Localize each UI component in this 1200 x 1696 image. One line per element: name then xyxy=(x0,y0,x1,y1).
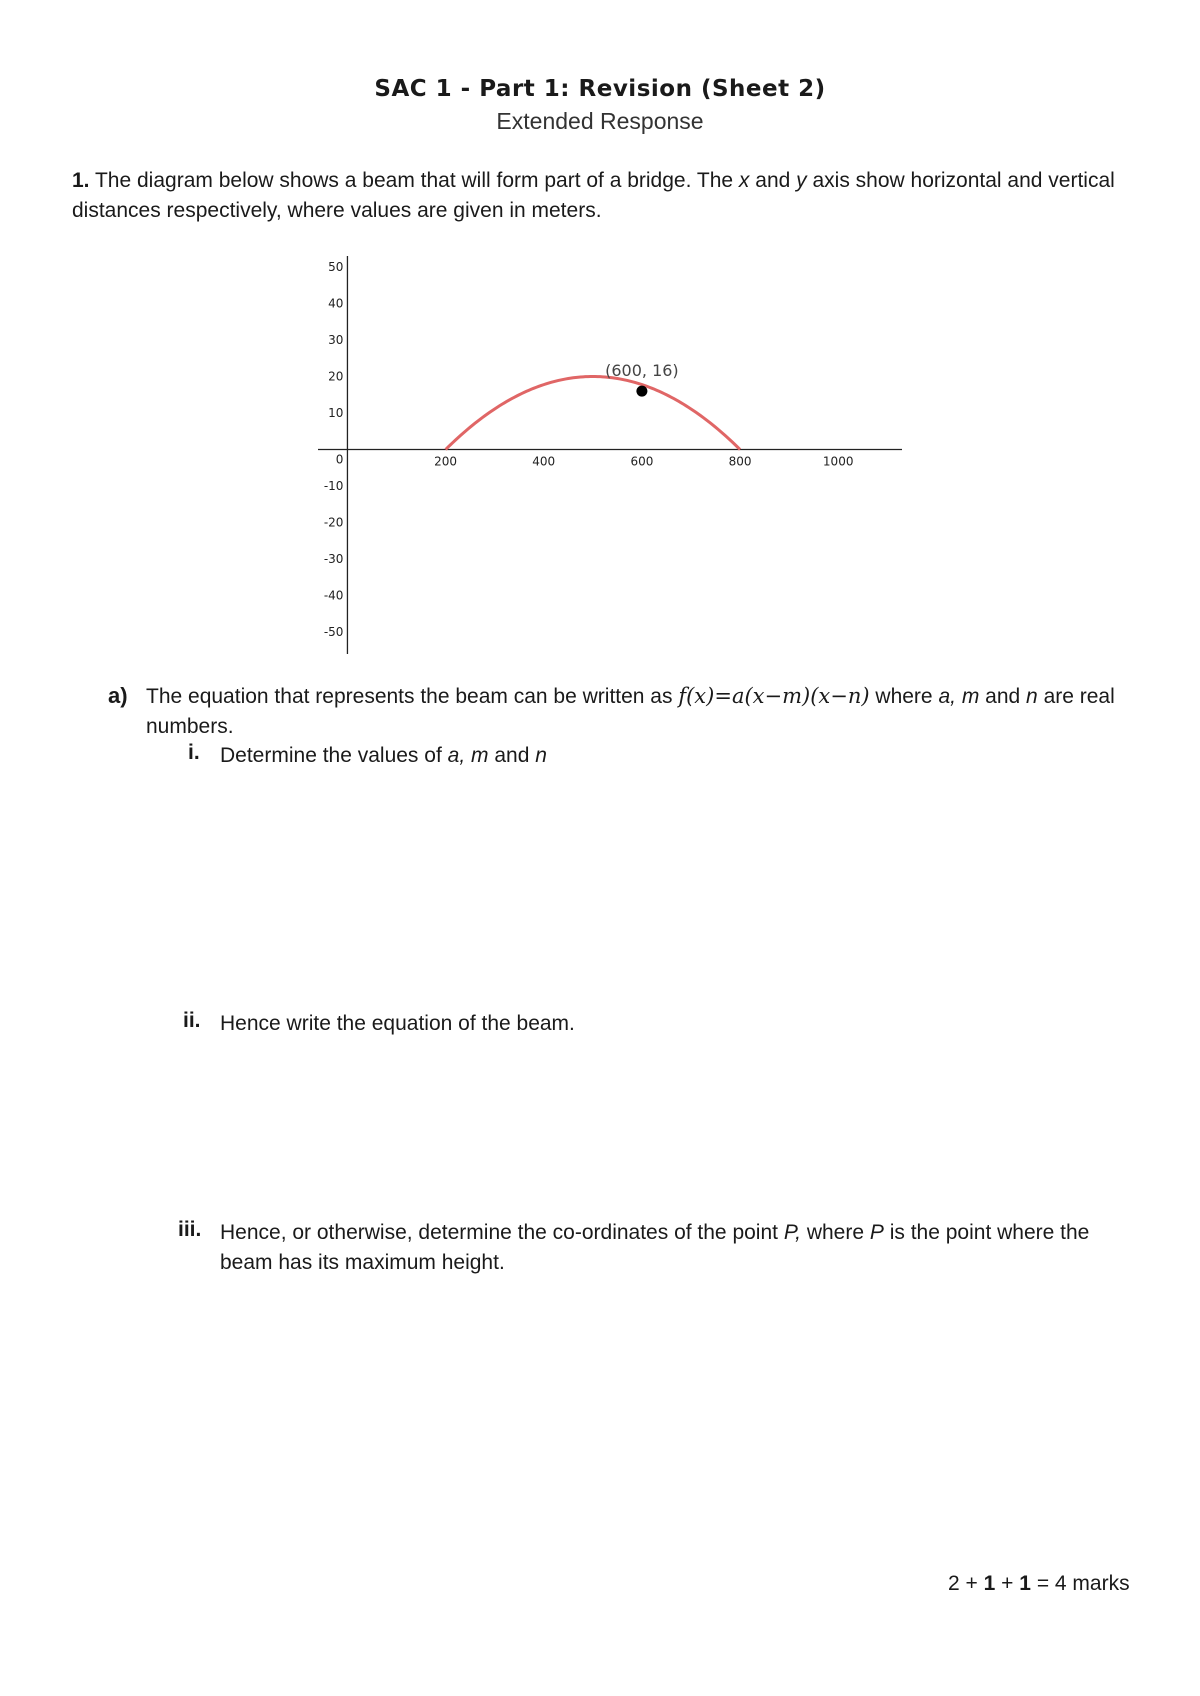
var-n: n xyxy=(1026,685,1038,708)
marked-point-label: (600, 16) xyxy=(605,361,679,381)
mark-2: 1 xyxy=(983,1572,996,1595)
sub-iii-text3: is the point where the beam has its maximum height. xyxy=(220,1221,1090,1274)
beam-chart xyxy=(310,250,910,660)
page-subtitle: Extended Response xyxy=(496,108,704,134)
point-p: P xyxy=(869,1221,884,1244)
and-word: and xyxy=(494,744,530,767)
and-word: and xyxy=(985,685,1021,708)
y-tick-label: -40 xyxy=(323,588,344,603)
marks-total xyxy=(948,1572,1130,1596)
part-a-label: a) xyxy=(108,683,128,708)
plus-sign: + xyxy=(1001,1572,1014,1595)
x-tick-label: 800 xyxy=(728,454,752,469)
sub-iii-text xyxy=(220,1218,1140,1278)
marked-point xyxy=(636,386,647,397)
y-tick-label: 10 xyxy=(328,406,344,421)
y-tick-label: -50 xyxy=(323,625,344,640)
point-p: P, xyxy=(783,1221,801,1244)
y-tick-label: 0 xyxy=(335,452,344,467)
sub-i-text xyxy=(220,741,547,771)
part-a-text3: are real numbers. xyxy=(146,685,1115,738)
question-1-intro xyxy=(72,166,1132,226)
beam-equation: f(x)=a(x−m)(x−n) xyxy=(678,684,870,708)
y-tick-label: 20 xyxy=(328,369,344,384)
sub-i-label: i. xyxy=(188,741,200,764)
sub-ii-label: ii. xyxy=(183,1009,201,1032)
var-m: m xyxy=(471,744,489,767)
sub-iii-text1: Hence, or otherwise, determine the co-ordinates of the point xyxy=(220,1221,778,1244)
y-tick-label: 40 xyxy=(328,296,344,311)
part-a-text1: The equation that represents the beam can be written as xyxy=(146,685,673,708)
sub-i-text-main: Determine the values of xyxy=(220,744,442,767)
var-a: a, xyxy=(447,744,466,767)
y-tick-label: -20 xyxy=(323,515,344,530)
plus-sign: + xyxy=(965,1572,978,1595)
y-tick-label: -10 xyxy=(323,479,344,494)
beam-curve xyxy=(446,377,740,450)
part-a xyxy=(108,681,1138,742)
part-a-text2: where xyxy=(875,685,933,708)
var-a: a, xyxy=(938,685,956,708)
var-n: n xyxy=(535,744,547,767)
and-word: and xyxy=(755,169,791,192)
var-m: m xyxy=(961,685,980,708)
question-text-a: The diagram below shows a beam that will form part of a bridge. The xyxy=(94,169,734,192)
sub-ii-text: Hence write the equation of the beam. xyxy=(220,1012,575,1035)
x-variable: x xyxy=(738,169,750,192)
y-tick-label: 30 xyxy=(328,332,344,347)
x-tick-label: 1000 xyxy=(822,454,854,469)
part-a-text xyxy=(146,681,1138,742)
y-tick-label: -30 xyxy=(323,552,344,567)
sub-iii-label: iii. xyxy=(178,1218,202,1241)
x-tick-label: 400 xyxy=(532,454,556,469)
y-variable: y xyxy=(796,169,807,192)
sub-iii-text2: where xyxy=(806,1221,865,1244)
page-title: SAC 1 - Part 1: Revision (Sheet 2) xyxy=(374,76,826,102)
question-text-b: axis show horizontal and vertical distances respectively, where values are given in meters. xyxy=(72,169,1115,222)
question-number: 1. xyxy=(72,169,90,192)
marks-total-text: = 4 marks xyxy=(1036,1572,1130,1595)
x-tick-label: 600 xyxy=(630,454,654,469)
y-tick-label: 50 xyxy=(328,259,344,274)
x-tick-label: 200 xyxy=(434,454,458,469)
mark-1: 2 xyxy=(948,1572,960,1595)
mark-3: 1 xyxy=(1019,1572,1031,1595)
